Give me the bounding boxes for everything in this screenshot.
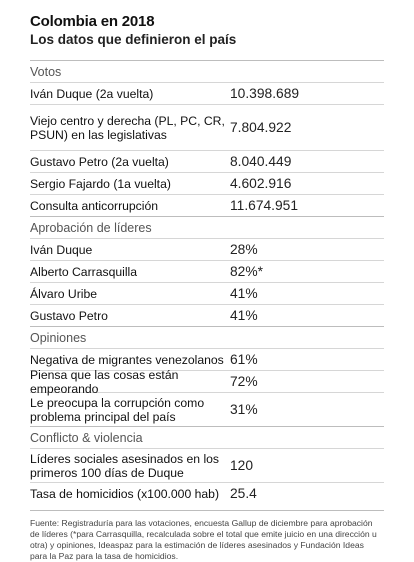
- table-row: [30, 194, 384, 216]
- row-label: Iván Duque: [30, 242, 93, 257]
- page-title: Colombia en 2018: [30, 13, 155, 30]
- table-row: [30, 482, 384, 504]
- row-label: Consulta anticorrupción: [30, 198, 159, 213]
- row-value: 31%: [230, 401, 258, 417]
- row-value: 11.674.951: [230, 197, 299, 213]
- section-opiniones: [30, 326, 384, 426]
- row-label: Líderes sociales asesinados en los primeros 100 días de Duque: [30, 451, 220, 480]
- section-title: Conflicto & violencia: [30, 431, 143, 445]
- table-row: [30, 104, 384, 150]
- row-value: 41%: [230, 285, 258, 301]
- row-value: 10.398.689: [230, 85, 300, 101]
- table-row: [30, 392, 384, 426]
- table-row: [30, 304, 384, 326]
- section-title: Aprobación de líderes: [30, 221, 152, 235]
- row-label: Tasa de homicidios (x100.000 hab): [30, 486, 220, 501]
- table-row: [30, 367, 384, 396]
- table-row: [30, 82, 384, 104]
- row-value: 8.040.449: [230, 153, 292, 169]
- row-label: Le preocupa la corrupción como problema principal del país: [30, 395, 205, 424]
- table-row: [30, 150, 384, 172]
- table-row: [30, 238, 384, 260]
- row-label: Álvaro Uribe: [30, 286, 98, 301]
- row-label: Sergio Fajardo (1a vuelta): [30, 176, 171, 191]
- section-aprobacion: [30, 216, 384, 326]
- page-subtitle: Los datos que definieron el país: [30, 32, 237, 47]
- row-value: 4.602.916: [230, 175, 292, 191]
- row-label: Gustavo Petro (2a vuelta): [30, 154, 169, 169]
- row-value: 72%: [230, 373, 258, 389]
- row-value: 28%: [230, 241, 258, 257]
- table-row: [30, 282, 384, 304]
- row-label: Negativa de migrantes venezolanos: [30, 352, 224, 367]
- section-conflicto: [30, 426, 384, 504]
- row-value: 41%: [230, 307, 258, 323]
- row-value: 25.4: [230, 485, 257, 501]
- row-value: 120: [230, 457, 254, 473]
- table-row: [30, 448, 384, 482]
- section-title: Votos: [30, 65, 62, 79]
- section-title: Opiniones: [30, 331, 87, 345]
- row-label: Alberto Carrasquilla: [30, 264, 138, 279]
- table-row: [30, 260, 384, 282]
- row-label: Gustavo Petro: [30, 308, 108, 323]
- row-value: 7.804.922: [230, 119, 292, 135]
- row-value: 61%: [230, 351, 258, 367]
- row-label: Viejo centro y derecha (PL, PC, CR, PSUN) en las legislativas: [30, 113, 225, 142]
- row-label: Piensa que las cosas están empeorando: [30, 367, 179, 396]
- table-row: [30, 172, 384, 194]
- section-votos: [30, 60, 384, 216]
- row-label: Iván Duque (2a vuelta): [30, 86, 154, 101]
- source-note: Fuente: Registraduría para las votaciones, encuesta Gallup de diciembre para aprobación de líderes (*para Carrasquilla, recalculada sobre el total que emite juicio en una dirección u otra) y opiniones, Ideaspaz para la estimación de líderes asesinados y Fundación Ideas para la Paz para la tasa de homicidios.: [30, 510, 384, 562]
- row-value: 82%*: [230, 263, 263, 279]
